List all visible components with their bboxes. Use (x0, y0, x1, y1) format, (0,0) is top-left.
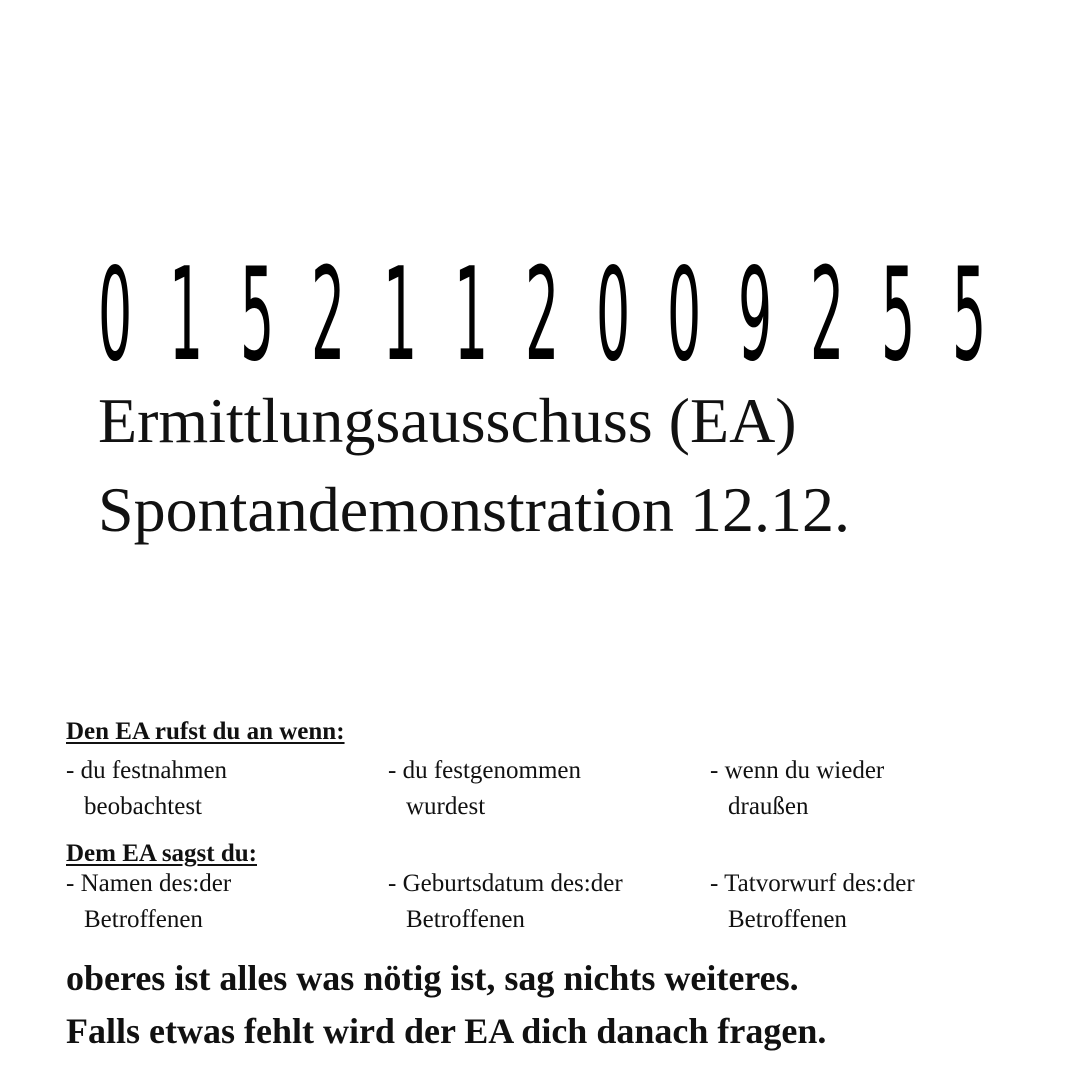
phone-digit: 2 (311, 241, 346, 390)
phone-digit: 1 (169, 241, 204, 390)
list-item (66, 866, 231, 938)
list-item-line: - du festgenommen (388, 757, 582, 784)
footer-note: Falls etwas fehlt wird der EA dich danach fragen. (66, 1011, 827, 1051)
list-item-line: Betroffenen (728, 906, 847, 933)
phone-digit: 9 (738, 241, 773, 390)
tell-ea-heading: Dem EA sagst du: (66, 840, 257, 867)
list-item (388, 753, 581, 825)
tell-ea-list (66, 866, 1026, 938)
phone-digit: 0 (98, 241, 133, 390)
phone-digit: 2 (524, 241, 560, 390)
phone-digit: 5 (951, 241, 987, 390)
list-item (388, 866, 623, 938)
phone-digit: 0 (596, 241, 631, 390)
title-ea: Ermittlungsausschuss (EA) (98, 385, 797, 456)
list-item-line: - Geburtsdatum des:der (388, 870, 623, 897)
list-item-line: - Tatvorwurf des:der (710, 870, 915, 897)
call-ea-heading: Den EA rufst du an wenn: (66, 718, 345, 745)
phone-digit: 0 (667, 241, 702, 390)
phone-number (98, 241, 992, 390)
list-item (710, 866, 915, 938)
phone-digit: 2 (809, 241, 844, 390)
list-item (710, 753, 884, 825)
phone-digit: 5 (240, 241, 275, 390)
list-item (66, 753, 227, 825)
list-item-line: beobachtest (84, 793, 203, 820)
list-item-line: - wenn du wieder (710, 757, 885, 784)
list-item-line: Betroffenen (406, 906, 525, 933)
title-demonstration: Spontandemonstration 12.12. (98, 474, 850, 545)
call-ea-list (66, 753, 1026, 825)
phone-digit: 5 (880, 241, 915, 390)
footer-note: oberes ist alles was nötig ist, sag nichts weiteres. (66, 958, 799, 998)
phone-digit: 1 (382, 241, 417, 390)
list-item-line: wurdest (406, 793, 486, 820)
list-item-line: Betroffenen (84, 906, 203, 933)
list-item-line: - du festnahmen (66, 757, 228, 784)
list-item-line: - Namen des:der (66, 870, 232, 897)
list-item-line: draußen (728, 793, 809, 820)
phone-digit: 1 (453, 241, 488, 390)
